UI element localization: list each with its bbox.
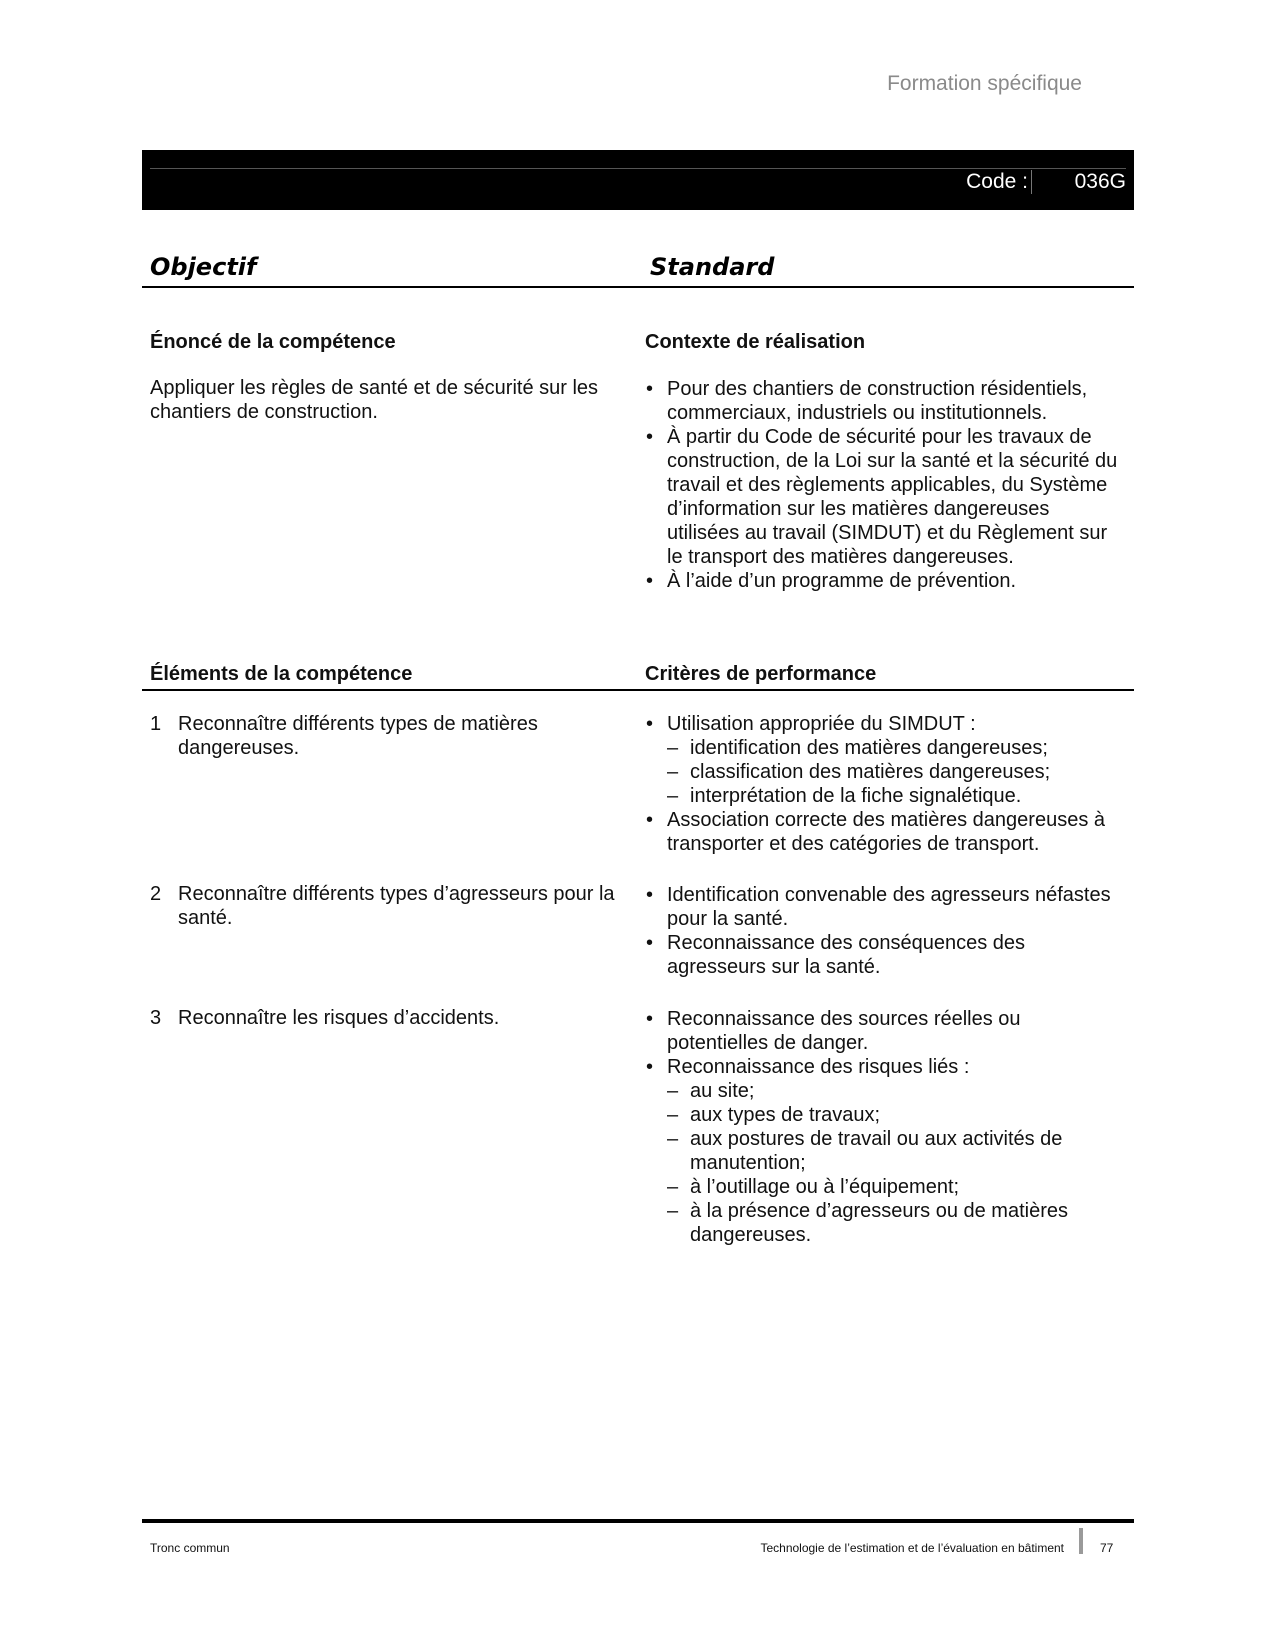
contexte-item: • À l’aide d’un programme de prévention. (645, 569, 1125, 593)
objectif-title: Objectif (150, 253, 257, 281)
criteria-list (645, 1007, 1125, 1247)
criteria-subitem: – aux postures de travail ou aux activités de manutention; (667, 1127, 1125, 1175)
criteria-item: • Identification convenable des agresseurs néfastes pour la santé. (645, 883, 1125, 931)
criteria-item: • Association correcte des matières dangereuses à transporter et des catégories de transport. (645, 808, 1135, 856)
code-bar (142, 150, 1134, 210)
standard-title: Standard (650, 253, 775, 281)
element-item (150, 882, 620, 930)
footer-left: Tronc commun (150, 1541, 230, 1555)
code-separator (1031, 170, 1032, 194)
element-number: 2 (150, 883, 162, 905)
section-header: Formation spécifique (887, 72, 1082, 95)
criteria-subitem: – au site; (667, 1079, 1125, 1103)
criteria-text: Reconnaissance des risques liés : (667, 1056, 970, 1078)
element-text: Reconnaître différents types de matières dangereuses. (178, 713, 538, 759)
element-number: 1 (150, 713, 162, 735)
page-number: 77 (1100, 1541, 1114, 1555)
contexte-list (645, 377, 1125, 593)
criteria-list (645, 712, 1135, 856)
element-item (150, 712, 620, 760)
footer-title: Technologie de l’estimation et de l’évaluation en bâtiment (760, 1541, 1064, 1555)
criteria-subitem: – à la présence d’agresseurs ou de matières dangereuses. (667, 1199, 1125, 1247)
criteria-sublist (667, 1079, 1125, 1247)
criteria-subitem: – aux types de travaux; (667, 1103, 1125, 1127)
contexte-item: • Pour des chantiers de construction résidentiels, commerciaux, industriels ou institutionnels. (645, 377, 1125, 425)
criteria-subitem: – classification des matières dangereuses; (667, 760, 1135, 784)
contexte-item: • À partir du Code de sécurité pour les travaux de construction, de la Loi sur la santé et la sécurité du travail et des règlements applicables, du Système d’information sur les matières dangereuses utilisées au travail (SIMDUT) et du Règlement sur le transport des matières dangereuses. (645, 425, 1125, 569)
element-text: Reconnaître les risques d’accidents. (178, 1007, 500, 1029)
code-label: Code : (966, 170, 1028, 193)
element-text: Reconnaître différents types d’agresseurs pour la santé. (178, 883, 615, 929)
title-rule (142, 286, 1134, 288)
elements-rule (142, 689, 1134, 691)
contexte-title: Contexte de réalisation (645, 331, 866, 353)
criteria-item (645, 712, 1135, 808)
code-bar-divider (150, 168, 1126, 169)
criteria-item: • Reconnaissance des sources réelles ou potentielles de danger. (645, 1007, 1125, 1055)
criteria-text: Utilisation appropriée du SIMDUT : (667, 713, 976, 735)
criteria-item: • Reconnaissance des conséquences des agresseurs sur la santé. (645, 931, 1125, 979)
elements-title: Éléments de la compétence (150, 663, 413, 685)
enonce-title: Énoncé de la compétence (150, 331, 396, 353)
criteria-list (645, 883, 1125, 979)
criteria-sublist (667, 736, 1135, 808)
criteres-title: Critères de performance (645, 663, 877, 685)
code-value: 036G (1074, 170, 1126, 193)
criteria-item (645, 1055, 1125, 1247)
criteria-subitem: – à l’outillage ou à l’équipement; (667, 1175, 1125, 1199)
footer-rule (142, 1519, 1134, 1523)
element-number: 3 (150, 1007, 162, 1029)
footer-separator (1079, 1528, 1083, 1554)
criteria-subitem: – interprétation de la fiche signalétique. (667, 784, 1135, 808)
element-item (150, 1006, 620, 1030)
criteria-subitem: – identification des matières dangereuses; (667, 736, 1135, 760)
enonce-text: Appliquer les règles de santé et de sécurité sur les chantiers de construction. (150, 377, 599, 423)
